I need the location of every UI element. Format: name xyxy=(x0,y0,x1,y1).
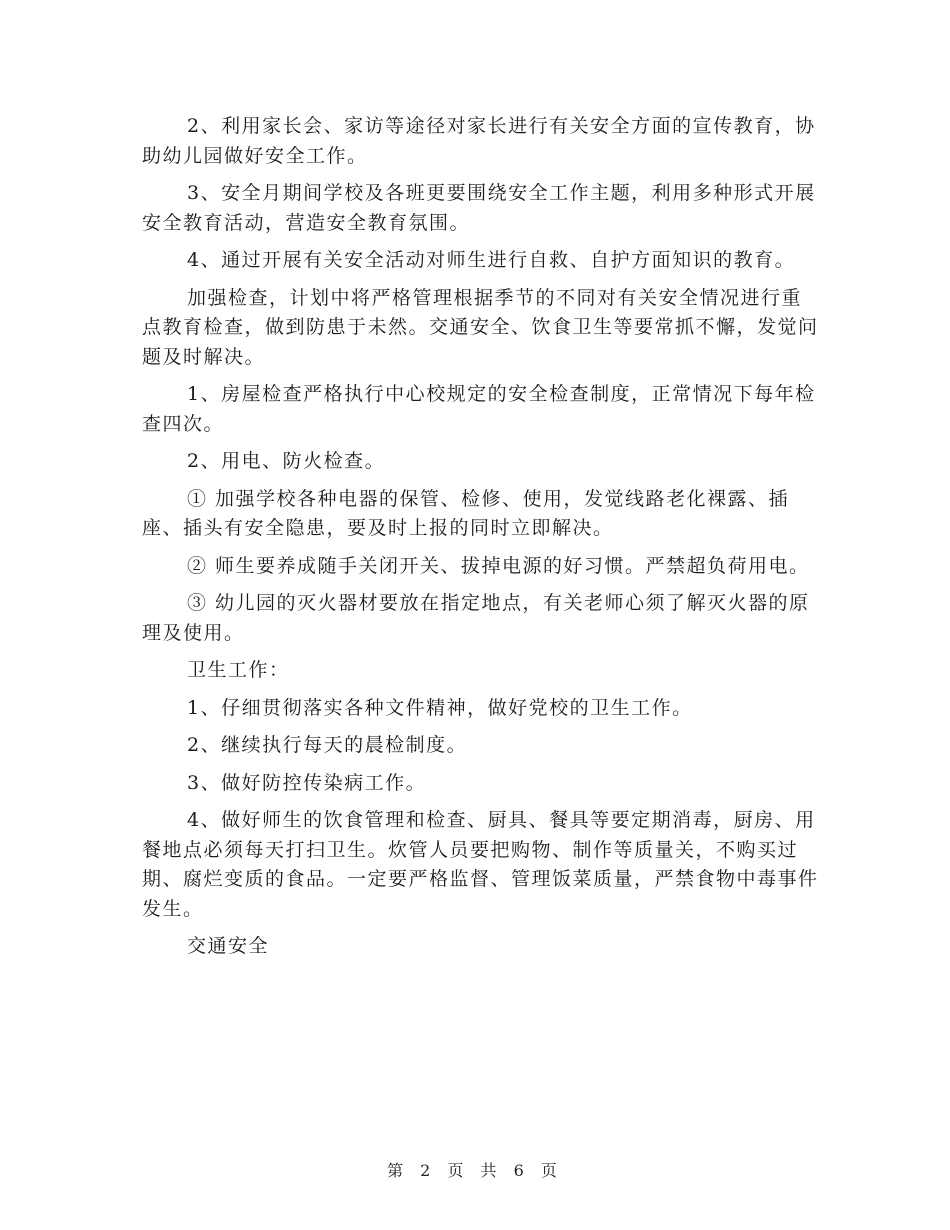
paragraph-parent-safety-education: 2、利用家长会、家访等途径对家长进行有关安全方面的宣传教育，协助幼儿园做好安全工作。 xyxy=(142,115,816,167)
paragraph-power-habits: ② 师生要养成随手关闭开关、拔掉电源的好习惯。严禁超负荷用电。 xyxy=(187,554,810,577)
paragraph-strengthen-inspection: 加强检查，计划中将严格管理根据季节的不同对有关安全情况进行重点教育检查，做到防患于未然。交通安全、饮食卫生等要常抓不懈，发觉问题及时解决。 xyxy=(142,286,819,368)
paragraph-morning-check: 2、继续执行每天的晨检制度。 xyxy=(187,734,468,756)
paragraph-house-inspection: 1、房屋检查严格执行中心校规定的安全检查制度，正常情况下每年检查四次。 xyxy=(142,383,816,435)
paragraph-hygiene-documents: 1、仔细贯彻落实各种文件精神，做好党校的卫生工作。 xyxy=(187,696,693,719)
paragraph-food-management: 4、做好师生的饮食管理和检查、厨具、餐具等要定期消毒，厨房、用餐地点必须每天打扫卫生。炊管人员要把购物、制作等质量关，不购买过期、腐烂变质的食品。一定要严格监督、管理饭菜质量，严禁食物中毒事件发生。 xyxy=(142,809,819,920)
page-number-footer: 第 2 页 共 6 页 xyxy=(387,1161,563,1180)
paragraph-disease-control: 3、做好防控传染病工作。 xyxy=(187,771,427,794)
document-body xyxy=(142,112,822,962)
section-heading-hygiene: 卫生工作： xyxy=(187,659,290,681)
paragraph-fire-equipment: ③ 幼儿园的灭火器材要放在指定地点，有关老师心须了解灭火器的原理及使用。 xyxy=(142,592,810,644)
paragraph-electricity-fire: 2、用电、防火检查。 xyxy=(187,450,386,472)
section-heading-traffic-safety: 交通安全 xyxy=(187,935,270,957)
paragraph-safety-month: 3、安全月期间学校及各班更要围绕安全工作主题，利用多种形式开展安全教育活动，营造安全教育氛围。 xyxy=(142,182,816,234)
paragraph-appliance-maintenance: ① 加强学校各种电器的保管、检修、使用，发觉线路老化裸露、插座、插头有安全隐患，要及时上报的同时立即解决。 xyxy=(142,487,790,539)
paragraph-self-rescue: 4、通过开展有关安全活动对师生进行自救、自护方面知识的教育。 xyxy=(187,249,796,271)
